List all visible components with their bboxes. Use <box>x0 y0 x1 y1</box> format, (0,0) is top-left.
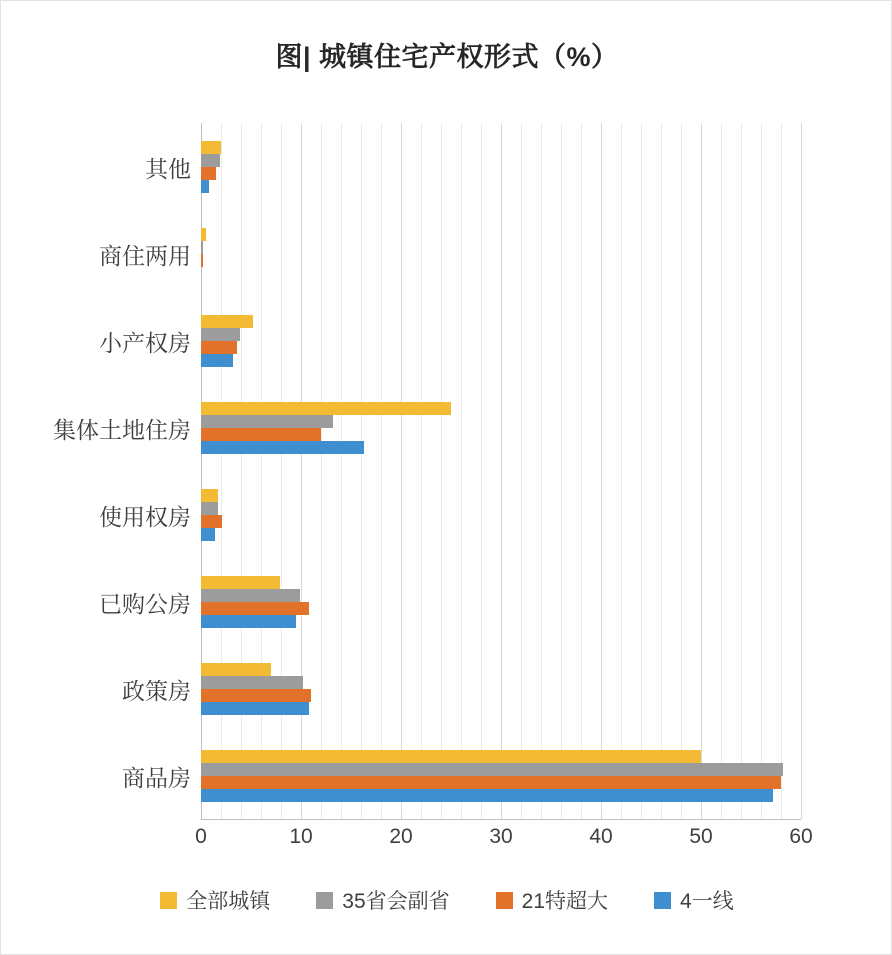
legend-label: 21特超大 <box>521 890 609 913</box>
bar <box>201 241 203 254</box>
bar-group <box>99 210 801 297</box>
bar <box>201 415 333 428</box>
bar <box>201 328 240 341</box>
bar-group <box>99 558 801 645</box>
bar <box>201 228 206 241</box>
bar <box>201 750 701 763</box>
bar <box>201 354 233 367</box>
bar <box>201 254 203 267</box>
bar-group <box>122 645 801 732</box>
bar <box>201 141 221 154</box>
x-axis-tick-label: 40 <box>589 825 613 848</box>
legend-item[interactable] <box>654 885 734 915</box>
bar <box>201 776 781 789</box>
bar <box>201 576 280 589</box>
bar <box>201 589 300 602</box>
plot-area <box>53 123 813 848</box>
bar <box>201 676 303 689</box>
y-axis-category-label: 使用权房 <box>99 503 191 530</box>
x-axis-tick-label: 0 <box>195 825 207 848</box>
chart-legend <box>1 885 892 915</box>
bar <box>201 489 218 502</box>
bar <box>201 428 321 441</box>
bar-group <box>99 471 801 558</box>
bar <box>201 515 222 528</box>
bar <box>201 689 311 702</box>
y-axis-category-label: 政策房 <box>122 677 191 704</box>
bar <box>201 502 218 515</box>
bar <box>201 663 271 676</box>
legend-swatch-icon <box>160 892 177 909</box>
x-axis-line <box>201 819 801 820</box>
bar <box>201 602 309 615</box>
y-axis-category-label: 集体土地住房 <box>53 416 191 443</box>
legend-item[interactable] <box>496 885 608 915</box>
y-axis-category-label: 商住两用 <box>99 242 191 269</box>
bar <box>201 528 215 541</box>
bar-group <box>122 732 801 819</box>
y-axis-category-label: 已购公房 <box>99 590 191 617</box>
bar <box>201 154 220 167</box>
y-axis-category-label: 其他 <box>145 155 191 182</box>
bar <box>201 402 451 415</box>
legend-label: 全部城镇 <box>186 890 271 913</box>
legend-item[interactable] <box>160 885 270 915</box>
legend-label: 4一线 <box>680 890 734 913</box>
chart-title: 图| 城镇住宅产权形式（%） <box>275 42 619 72</box>
legend-item[interactable] <box>316 885 449 915</box>
bar <box>201 167 216 180</box>
bar <box>201 441 364 454</box>
gridline <box>801 123 802 819</box>
bar <box>201 180 209 193</box>
x-axis-tick-label: 50 <box>689 825 713 848</box>
bar-group <box>145 123 801 210</box>
bar <box>201 341 237 354</box>
x-axis-tick-label: 10 <box>289 825 313 848</box>
bar-group <box>99 297 801 384</box>
legend-swatch-icon <box>316 892 333 909</box>
y-axis-category-label: 小产权房 <box>99 329 191 356</box>
bar <box>201 315 253 328</box>
legend-swatch-icon <box>496 892 513 909</box>
legend-swatch-icon <box>654 892 671 909</box>
bar <box>201 789 773 802</box>
bar <box>201 615 296 628</box>
bar <box>201 702 309 715</box>
bar-group <box>53 384 801 471</box>
legend-label: 35省会副省 <box>342 890 450 913</box>
x-axis-tick-label: 60 <box>789 825 813 848</box>
bar <box>201 763 783 776</box>
x-axis-tick-label: 20 <box>389 825 413 848</box>
x-axis-tick-label: 30 <box>489 825 513 848</box>
y-axis-category-label: 商品房 <box>122 764 191 791</box>
